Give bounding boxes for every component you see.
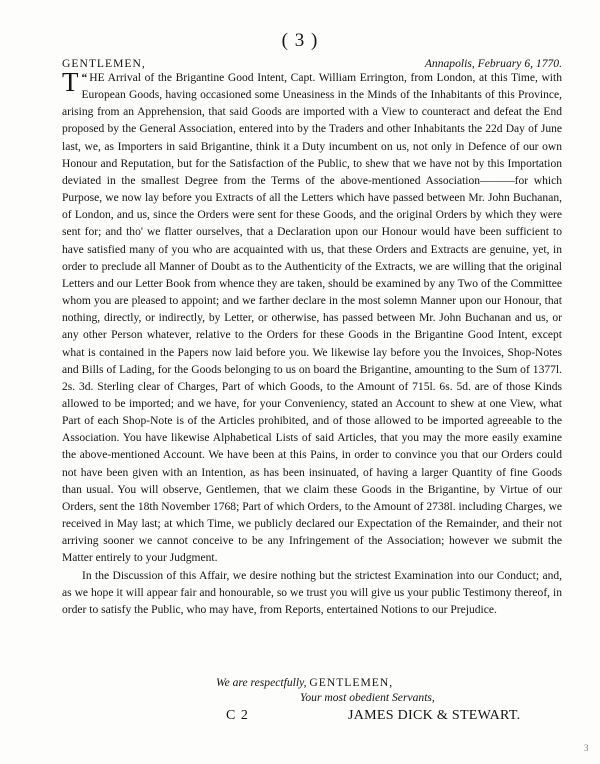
dateline: Annapolis, February 6, 1770. [424,57,562,70]
salutation: GENTLEMEN, [62,57,146,70]
letter-body [62,67,562,619]
drop-cap: T [62,67,79,97]
paragraph-1-text: HE Arrival of the Brigantine Good Intent, Capt. William Errington, from London, at this Time, with European Goods, having occasioned some Uneasiness in the Minds of the Inhabitants of this Province, arising from an Apprehension, that said Goods are imported with a View to counteract and defeat the End proposed by the General Association, entered into by the Traders and other Inhabitants the 22d Day of June last, we, as Importers in said Brigantine, think it a Duty incumbent on us, not only in Defence of our own Honour and Reputation, but for the Satisfaction of the Public, to shew that we have not by this Importation deviated in the smallest Degree from the Terms of the above-mentioned Association———for which Purpose, we now lay before you Extracts of all the Letters which have passed between Mr. John Buchanan, of London, and us, since the Orders were sent for these Goods, and the original Orders by which they were sent for; and tho' we flatter ourselves, that a Declaration upon our Honour would have been sufficient to have satisfied many of you who are acquainted with us, that these Orders and Extracts are genuine, yet, in order to preclude all Manner of Doubt as to the Authenticity of the Extracts, we are willing that the original Letters and our Letter Book from whence they are taken, should be examined by any Two of the Committee whom you are pleased to appoint; and we farther declare in the most solemn Manner upon our Honour, that nothing, directly, or indirectly, by Letter, or otherwise, has passed between Mr. John Buchanan and us, or any other Person whatever, relative to the Orders for these Goods in the Brigantine Good Intent, except what is contained in the Papers now laid before you. We likewise lay before you the Invoices, Shop-Notes and Bills of Lading, for the Goods belonging to us on board the Brigantine, amounting to the Sum of 1377l. 2s. 3d. Sterling clear of Charges, Part of which Goods, to the Amount of 715l. 6s. 5d. are of those Kinds allowed to be imported; and we have, for your Conveniency, stated an Account to shew at one View, what Part of each Shop-Note is of the Articles prohibited, and of those allowed to be imported agreeable to the Association. You have likewise Alphabetical Lists of said Articles, that you may the more easily examine the above-mentioned Account. We have been at this Pains, in order to convince you that our Orders could not have been given with an Intention, as has been insinuated, of having a larger Quantity of fine Goods than usual. You will observe, Gentlemen, that we claim these Goods in the Brigantine, by Virtue of our Orders, sent the 18th November 1768; Part of which Orders, to the Amount of 2738l. including Charges, we received in May last; at which Time, we publicly declared our Expectation of the Remainder, and their not arriving sooner we cannot conceive to be any Infringement of the Association; however we submit the Matter entirely to your Judgment. [62,72,562,565]
closing-line-2: Your most obedient Servants, [300,691,435,704]
opening-quote-mark: “ [81,72,88,84]
edge-mark: 3 [584,743,589,753]
closing-gentlemen: GENTLEMEN, [309,676,394,689]
closing-respectfully: We are respectfully, [216,676,307,689]
paragraph-1 [62,67,562,568]
page-number: ( 3 ) [281,30,319,51]
signature: JAMES DICK & STEWART. [348,708,521,723]
paragraph-2: In the Discussion of this Affair, we desire nothing but the strictest Examination into our Conduct; and, as we hope it will appear fair and honourable, so we trust you will give us your public Testimony thereof, in order to satisfy the Public, who may have, from Reports, entertained Notions to our Prejudice. [62,569,562,616]
closing-line-1 [216,676,393,689]
signature-row [0,708,600,726]
signature-mark: C 2 [226,708,249,723]
